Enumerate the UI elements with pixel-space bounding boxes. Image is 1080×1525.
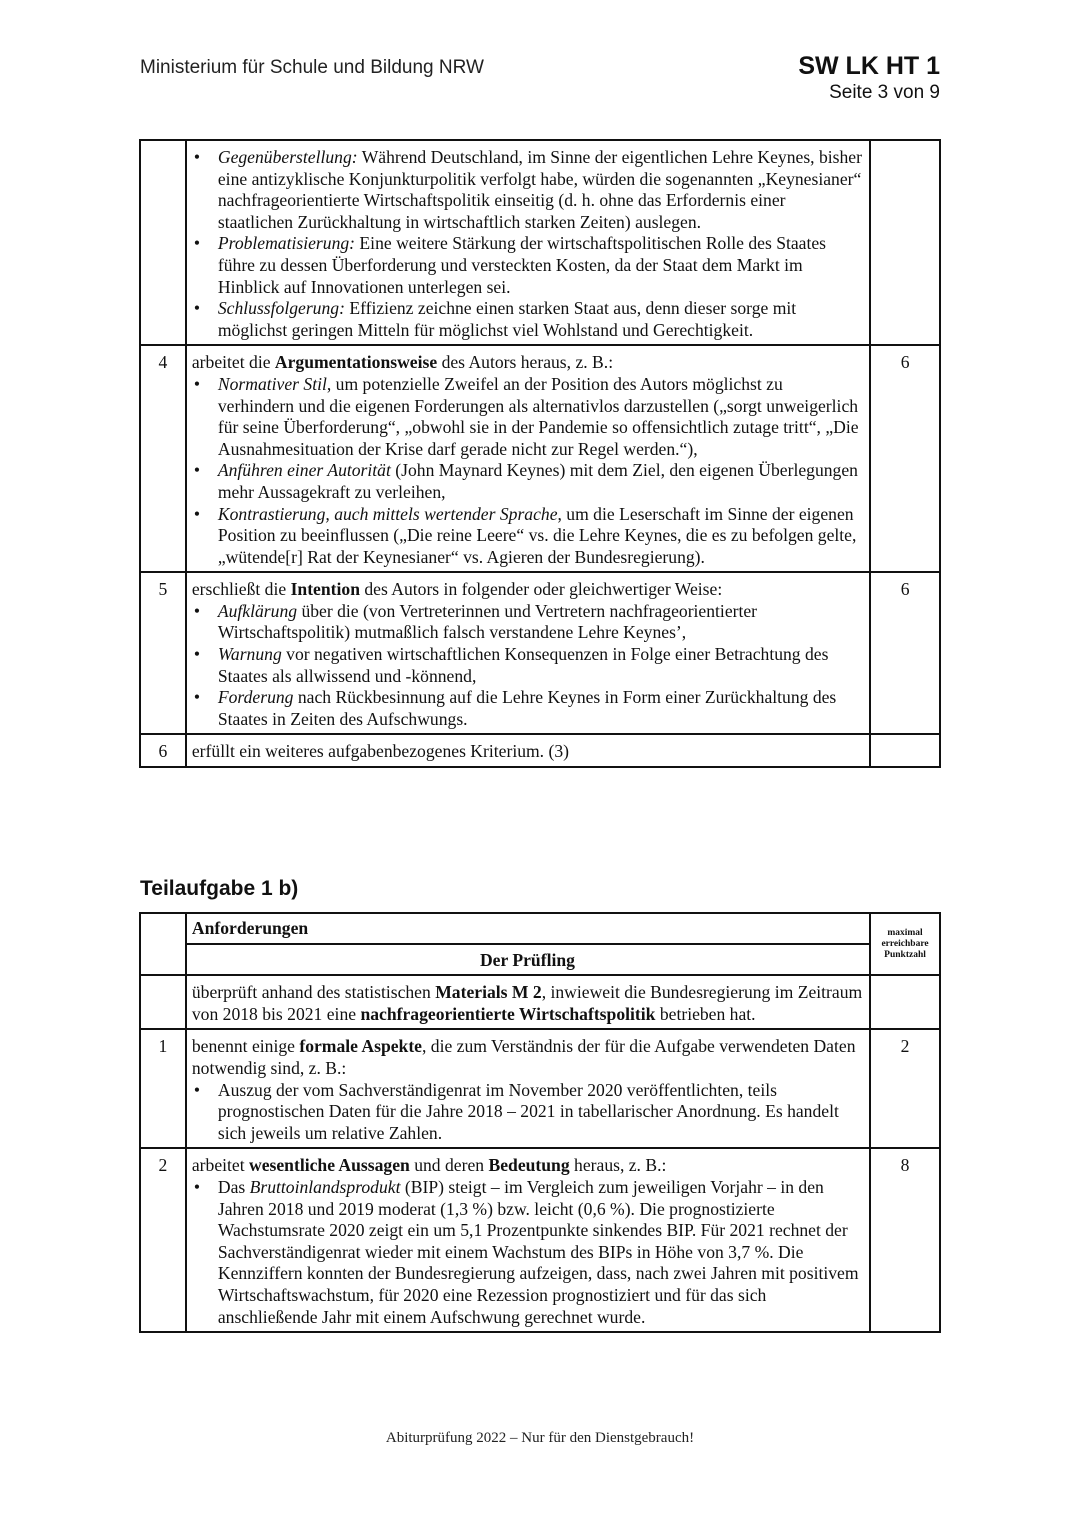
task-text: betrieben hat. bbox=[655, 1003, 756, 1024]
row-points: 6 bbox=[870, 572, 940, 734]
empty-cell bbox=[140, 913, 186, 975]
bullet-text: , um potenzielle Zweifel an der Position des Autors möglichst zu verhindern und die eigenen Forderungen als alternativlos darzustellen („sorgt unweigerlich für seine Überforderung“, „obwohl sie in der Pandemie so offensichtlich zutage tritt“, „Die Ausnahmesituation der Krise darf gerade nicht zur Regel werden.“), bbox=[217, 373, 859, 459]
intro-keyword: Intention bbox=[290, 579, 360, 600]
bullet-term: Normativer Stil bbox=[217, 373, 327, 394]
row-number bbox=[140, 140, 186, 345]
row-number: 6 bbox=[140, 734, 186, 767]
bullet-term: Aufklärung bbox=[217, 600, 298, 621]
table-header-row bbox=[140, 913, 940, 975]
page-number: Seite 3 von 9 bbox=[829, 82, 940, 103]
bullet-term: Schlussfolgerung: bbox=[217, 298, 345, 319]
max-points-line: Punktzahl bbox=[884, 950, 926, 960]
list-item bbox=[192, 1177, 863, 1328]
list-item bbox=[192, 460, 863, 503]
intro-text: benennt einige bbox=[191, 1036, 300, 1057]
table-row bbox=[140, 975, 940, 1029]
bullet-list bbox=[192, 601, 863, 731]
intro-text: arbeitet bbox=[191, 1155, 250, 1176]
list-item bbox=[192, 298, 863, 341]
bullet-term: Warnung bbox=[217, 644, 282, 665]
criteria-table-1a bbox=[139, 139, 941, 768]
row-points: 8 bbox=[870, 1148, 940, 1332]
intro-text: arbeitet die bbox=[191, 352, 275, 373]
bullet-text: über die (von Vertreterinnen und Vertretern nachfrageorientierter Wirtschaftspolitik) mutmaßlich falsch verstandene Lehre Keynes’, bbox=[217, 600, 758, 643]
list-item bbox=[192, 687, 863, 730]
bullet-term: Bruttoinlandsprodukt bbox=[249, 1176, 401, 1197]
task-text: , inwieweit die Bundesregierung im Zeitraum von 2018 bis 2021 eine bbox=[191, 982, 863, 1024]
bullet-term: Anführen einer Autorität bbox=[217, 460, 391, 481]
row-points: 6 bbox=[870, 345, 940, 572]
examinee-label: Der Prüfling bbox=[479, 949, 575, 970]
list-item bbox=[192, 374, 863, 460]
criteria-intro bbox=[192, 579, 863, 601]
table-row bbox=[140, 345, 940, 572]
criteria-table-1b bbox=[139, 912, 941, 1333]
row-points: 2 bbox=[870, 1029, 940, 1148]
bullet-list bbox=[192, 147, 863, 341]
requirements-header bbox=[186, 913, 870, 975]
criteria-text bbox=[186, 140, 870, 345]
bullet-term: Kontrastierung, auch mittels wertender Sprache bbox=[217, 503, 558, 524]
intro-text: und deren bbox=[409, 1155, 489, 1176]
task-keyword: Materials M 2 bbox=[435, 982, 542, 1003]
table-row bbox=[140, 1148, 940, 1332]
table-row bbox=[140, 734, 940, 767]
bullet-list bbox=[192, 374, 863, 568]
intro-keyword: Argumentationsweise bbox=[274, 352, 438, 373]
bullet-text: Das bbox=[217, 1176, 250, 1197]
list-item bbox=[192, 233, 863, 298]
criteria-text bbox=[186, 1029, 870, 1148]
intro-keyword: Bedeutung bbox=[488, 1155, 570, 1176]
row-points bbox=[870, 140, 940, 345]
table-row bbox=[140, 572, 940, 734]
criteria-text bbox=[186, 1148, 870, 1332]
document-header-right bbox=[798, 51, 940, 104]
intro-text: des Autors in folgender oder gleichwertiger Weise: bbox=[359, 579, 723, 600]
max-points-header bbox=[870, 913, 940, 975]
intro-text: erschließt die bbox=[191, 579, 291, 600]
row-number: 1 bbox=[140, 1029, 186, 1148]
criteria-intro bbox=[192, 352, 863, 374]
max-points-line: maximal bbox=[887, 928, 923, 938]
table-row bbox=[140, 1029, 940, 1148]
task-text: überprüft anhand des statistischen bbox=[191, 982, 436, 1003]
bullet-text: , um die Leserschaft im Sinne der eigenen Position zu beeinflussen („Die reine Leere“ vs. die Lehre Keynes, die es zu befolgen gelte, „wütende[r] Rat der Keynesianer“ vs. Agieren der Bundesregierung). bbox=[217, 503, 857, 567]
bullet-term: Gegenüberstellung: bbox=[217, 147, 358, 167]
list-item: • Auszug der vom Sachverständigenrat im November 2020 veröffentlichten, teils prognostischen Daten für die Jahre 2018 – 2021 in tabellarischer Anordnung. Es handelt sich jeweils um relative Zahlen. bbox=[192, 1080, 863, 1145]
list-item bbox=[192, 504, 863, 569]
list-item bbox=[192, 644, 863, 687]
empty-cell bbox=[140, 975, 186, 1029]
max-points-line: erreichbare bbox=[881, 939, 929, 949]
row-number: 4 bbox=[140, 345, 186, 572]
bullet-list bbox=[192, 1080, 863, 1145]
bullet-text: Effizienz zeichne einen starken Staat aus, denn dieser sorge mit möglichst geringen Mitteln für möglichst viel Wohlstand und Gerechtigkeit. bbox=[217, 298, 797, 340]
intro-text: heraus, z. B.: bbox=[569, 1155, 667, 1176]
list-item bbox=[192, 601, 863, 644]
bullet-text: Während Deutschland, im Sinne der eigentlichen Lehre Keynes, bisher eine antizyklische Konjunkturpolitik verfolgt habe, würden die sogenannten „Keynesianer“ nachfrageorientierte Wirtschaftspolitik einseitig (d. h. ohne das Erfordernis einer staatlichen Zurückhaltung in wirtschaftlich starken Zeiten) auslegen. bbox=[217, 147, 862, 232]
bullet-term: Problematisierung: bbox=[217, 233, 356, 254]
bullet-text: vor negativen wirtschaftlichen Konsequenzen in Folge einer Betrachtung des Staates als allwissend und -könnend, bbox=[217, 644, 829, 686]
intro-keyword: wesentliche Aussagen bbox=[249, 1155, 410, 1176]
intro-text: des Autors heraus, z. B.: bbox=[437, 352, 614, 373]
intro-text: , die zum Verständnis der für die Aufgabe verwendeten Daten notwendig sind, z. B.: bbox=[191, 1036, 856, 1078]
max-points-label bbox=[871, 914, 939, 961]
criteria-text: erfüllt ein weiteres aufgabenbezogenes Kriterium. (3) bbox=[186, 734, 870, 767]
ministry-name: Ministerium für Schule und Bildung NRW bbox=[140, 57, 484, 78]
task-description bbox=[186, 975, 870, 1029]
bullet-text: Eine weitere Stärkung der wirtschaftspolitischen Rolle des Staates führe zu dessen Überforderung und versteckten Kosten, da der Staat dem Markt im Hinblick auf Innovationen unterlegen sei. bbox=[217, 233, 827, 297]
bullet-list bbox=[192, 1177, 863, 1328]
bullet-text: (BIP) steigt – im Vergleich zum jeweiligen Vorjahr – in den Jahren 2018 und 2019 moderat (1,3 %) bzw. leicht (0,6 %). Die prognostizierte Wachstumsrate 2020 zeigt ein um 5,1 Prozentpunkte sinkendes BIP. Für 2021 rechnet der Sachverständigenrat wieder mit einem Wachstum des BIPs in Höhe von 3,7 %. Die Kennziffern konnten der Bundesregierung aufzeigen, dass, nach zwei Jahren mit positivem Wirtschaftswachstum, für 2020 eine Rezession prognostiziert und für das sich anschließende Jahr mit einem Aufschwung gerechnet wurde. bbox=[217, 1176, 859, 1327]
bullet-term: Forderung bbox=[217, 687, 294, 708]
criteria-intro bbox=[192, 1155, 863, 1177]
criteria-text bbox=[186, 572, 870, 734]
bullet-text: nach Rückbesinnung auf die Lehre Keynes in Form einer Zurückhaltung des Staates in Zeiten des Aufschwungs. bbox=[217, 687, 837, 729]
section-title: Teilaufgabe 1 b) bbox=[140, 877, 299, 900]
intro-keyword: formale Aspekte bbox=[299, 1036, 422, 1057]
row-points bbox=[870, 734, 940, 767]
row-number: 5 bbox=[140, 572, 186, 734]
row-number: 2 bbox=[140, 1148, 186, 1332]
list-item bbox=[192, 147, 863, 233]
page-footer: Abiturprüfung 2022 – Nur für den Dienstgebrauch! bbox=[385, 1430, 695, 1446]
exam-code: SW LK HT 1 bbox=[798, 52, 940, 80]
criteria-text bbox=[186, 345, 870, 572]
bullet-text: (John Maynard Keynes) mit dem Ziel, den eigenen Überlegungen mehr Aussagekraft zu verleihen, bbox=[217, 460, 858, 502]
table-row bbox=[140, 140, 940, 345]
task-keyword: nachfrageorientierte Wirtschaftspolitik bbox=[360, 1003, 656, 1024]
empty-cell bbox=[870, 975, 940, 1029]
requirements-label: Anforderungen bbox=[187, 914, 869, 945]
criteria-intro bbox=[192, 1036, 863, 1079]
